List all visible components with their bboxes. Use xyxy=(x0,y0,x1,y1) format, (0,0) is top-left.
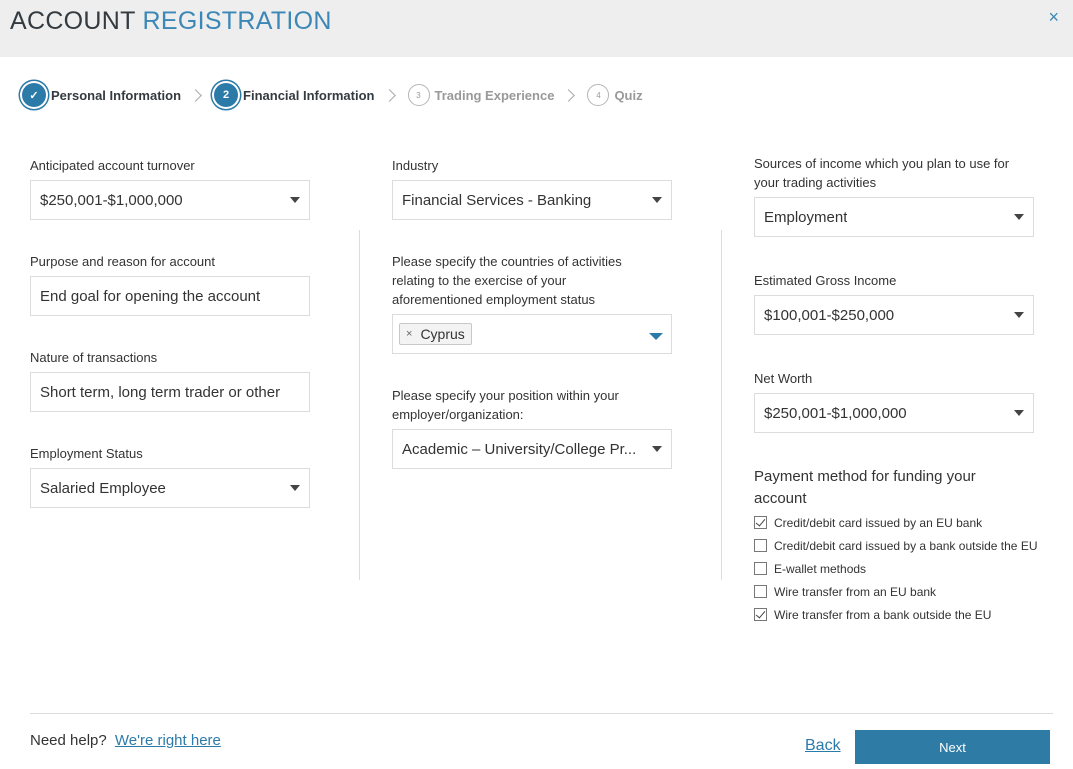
check-icon: ✓ xyxy=(22,83,46,107)
checkbox-unchecked[interactable] xyxy=(754,585,767,598)
footer-divider xyxy=(30,713,1053,714)
payment-option[interactable] xyxy=(754,534,1037,557)
checkbox-unchecked[interactable] xyxy=(754,562,767,575)
payment-option-label: Credit/debit card issued by an EU bank xyxy=(774,515,983,530)
purpose-input[interactable] xyxy=(30,276,310,316)
sources-select[interactable] xyxy=(754,197,1034,237)
progress-steps xyxy=(22,82,643,108)
turnover-select[interactable] xyxy=(30,180,310,220)
step-label: Financial Information xyxy=(243,87,375,103)
turnover-label: Anticipated account turnover xyxy=(30,158,195,173)
gross-income-value: $100,001-$250,000 xyxy=(764,306,895,324)
position-label-line2: employer/organization: xyxy=(392,407,524,422)
country-tag-label: Cyprus xyxy=(420,326,465,342)
caret-down-icon xyxy=(1014,312,1024,318)
title-part-account: ACCOUNT xyxy=(10,7,136,35)
step-financial-information[interactable] xyxy=(214,83,374,107)
payment-option-label: Wire transfer from an EU bank xyxy=(774,584,937,599)
modal-title xyxy=(10,7,332,36)
industry-select[interactable] xyxy=(392,180,672,220)
step-label: Trading Experience xyxy=(434,87,555,103)
employment-value: Salaried Employee xyxy=(40,479,166,497)
purpose-label: Purpose and reason for account xyxy=(30,254,216,269)
caret-down-icon xyxy=(1014,214,1024,220)
step-label: Personal Information xyxy=(51,87,182,103)
payment-methods xyxy=(754,511,1037,626)
country-tag xyxy=(399,323,472,345)
countries-label-line3: aforementioned employment status xyxy=(392,292,596,307)
nature-label: Nature of transactions xyxy=(30,350,158,365)
caret-down-icon xyxy=(652,197,662,203)
payment-option[interactable] xyxy=(754,603,1037,626)
position-label-line1: Please specify your position within your xyxy=(392,388,619,403)
caret-down-icon xyxy=(290,485,300,491)
payment-option[interactable] xyxy=(754,557,1037,580)
sources-label-line1: Sources of income which you plan to use for xyxy=(754,156,1010,171)
industry-label: Industry xyxy=(392,158,439,173)
employment-label: Employment Status xyxy=(30,446,143,461)
modal-header xyxy=(0,0,1073,57)
step-trading-experience xyxy=(408,84,555,106)
step-number: 2 xyxy=(214,83,238,107)
help-link[interactable]: We're right here xyxy=(114,732,221,749)
help-text xyxy=(30,732,221,749)
payment-label-line2: account xyxy=(754,490,807,507)
employment-select[interactable] xyxy=(30,468,310,508)
step-label: Quiz xyxy=(614,87,643,103)
checkbox-unchecked[interactable] xyxy=(754,539,767,552)
countries-label-line1: Please specify the countries of activities xyxy=(392,254,622,269)
payment-option-label: Wire transfer from a bank outside the EU xyxy=(774,607,992,622)
column-divider xyxy=(721,230,722,580)
step-number: 3 xyxy=(408,84,430,106)
nature-placeholder: Short term, long term trader or other xyxy=(40,383,281,401)
gross-income-label: Estimated Gross Income xyxy=(754,273,897,288)
industry-value: Financial Services - Banking xyxy=(402,191,592,209)
countries-multiselect[interactable] xyxy=(392,314,672,354)
net-worth-value: $250,001-$1,000,000 xyxy=(764,404,907,422)
gross-income-select[interactable] xyxy=(754,295,1034,335)
step-quiz xyxy=(587,84,642,106)
caret-down-icon xyxy=(290,197,300,203)
column-divider xyxy=(359,230,360,580)
chevron-right-icon xyxy=(189,89,202,102)
step-personal-information[interactable] xyxy=(22,83,181,107)
remove-tag-icon[interactable]: × xyxy=(406,328,413,340)
nature-input[interactable] xyxy=(30,372,310,412)
caret-down-icon xyxy=(1014,410,1024,416)
help-label: Need help? xyxy=(30,732,107,749)
net-worth-label: Net Worth xyxy=(754,371,813,386)
countries-label-line2: relating to the exercise of your xyxy=(392,273,567,288)
step-number: 4 xyxy=(587,84,609,106)
checkbox-checked[interactable] xyxy=(754,516,767,529)
close-icon[interactable]: × xyxy=(1048,7,1059,27)
payment-option[interactable] xyxy=(754,580,1037,603)
caret-down-icon xyxy=(652,446,662,452)
chevron-right-icon xyxy=(563,89,576,102)
payment-option-label: E-wallet methods xyxy=(774,561,867,576)
checkbox-checked[interactable] xyxy=(754,608,767,621)
net-worth-select[interactable] xyxy=(754,393,1034,433)
payment-label-line1: Payment method for funding your xyxy=(754,468,976,485)
sources-label-line2: your trading activities xyxy=(754,175,877,190)
payment-option[interactable] xyxy=(754,511,1037,534)
next-button[interactable]: Next xyxy=(855,730,1050,764)
title-part-registration: REGISTRATION xyxy=(142,7,332,35)
turnover-value: $250,001-$1,000,000 xyxy=(40,191,183,209)
chevron-right-icon xyxy=(383,89,396,102)
purpose-placeholder: End goal for opening the account xyxy=(40,287,261,305)
payment-option-label: Credit/debit card issued by a bank outside the EU xyxy=(774,538,1038,553)
position-select[interactable] xyxy=(392,429,672,469)
back-link[interactable]: Back xyxy=(805,737,841,754)
sources-value: Employment xyxy=(764,208,848,226)
caret-down-icon xyxy=(649,333,663,340)
position-value: Academic – University/College Pr... xyxy=(402,440,637,458)
